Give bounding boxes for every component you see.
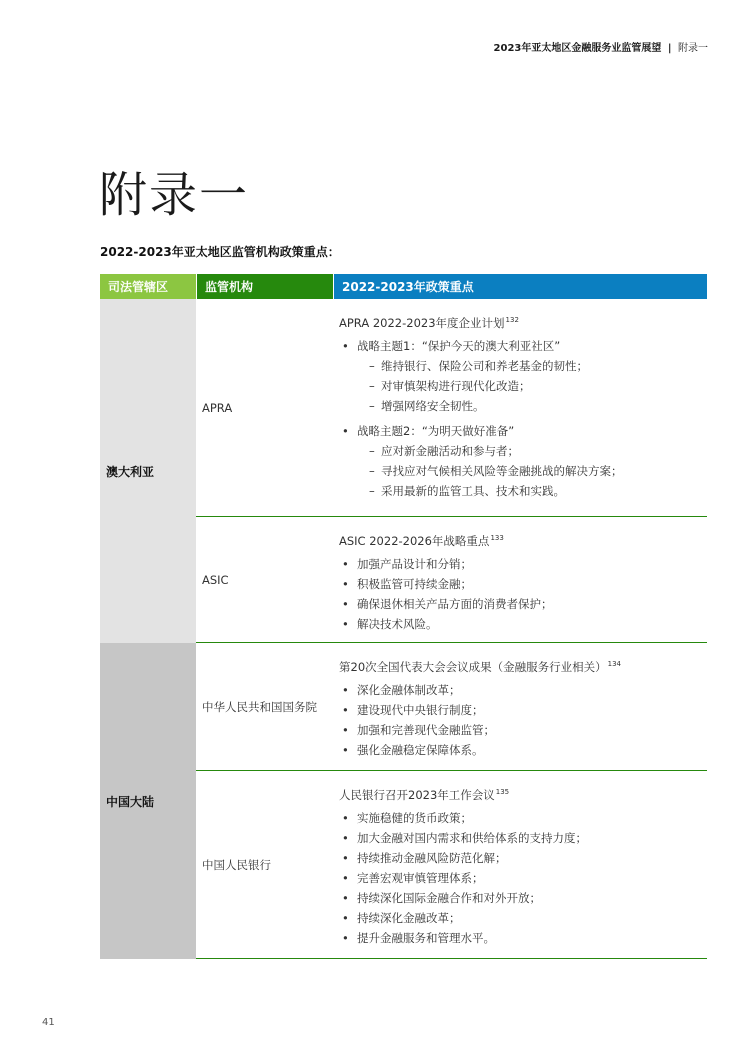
sub-item: – 应对新金融活动和参与者；	[339, 441, 703, 461]
bullet-icon: •	[342, 683, 349, 697]
bullet-icon: •	[342, 811, 349, 825]
bullet-icon: •	[342, 424, 349, 438]
table-row-apra	[196, 299, 707, 517]
bullet-icon: •	[342, 597, 349, 611]
policy-title: 第20次全国代表大会会议成果（金融服务行业相关）$^{134}$	[339, 660, 622, 674]
header-policy-focus: 2022-2023年政策重点	[333, 274, 707, 299]
policy-cell	[333, 299, 707, 516]
list-item: • 加强和完善现代金融监管；	[339, 720, 703, 740]
footnote-ref: 135	[495, 788, 510, 796]
policy-title: APRA 2022-2023年度企业计划$^{132}$	[339, 316, 519, 330]
dash-icon: –	[369, 379, 375, 393]
running-header	[494, 39, 708, 54]
list-item: • 加大金融对国内需求和供给体系的支持力度；	[339, 828, 703, 848]
agency-name: ASIC	[202, 572, 229, 587]
region-mainland-china	[100, 643, 707, 959]
footnote-ref: 133	[490, 534, 504, 542]
section-name: 附录一	[678, 43, 708, 54]
list-item: • 加强产品设计和分销；	[339, 554, 703, 574]
list-item: • 积极监管可持续金融；	[339, 574, 703, 594]
bullet-icon: •	[342, 557, 349, 571]
bullet-icon: •	[342, 831, 349, 845]
agency-name: 中华人民共和国国务院	[202, 699, 317, 714]
bullet-icon: •	[342, 339, 349, 353]
table-row-pboc	[196, 771, 707, 959]
dash-icon: –	[369, 484, 375, 498]
policy-title: 人民银行召开2023年工作会议$^{135}$	[339, 788, 510, 802]
list-item: • 完善宏观审慎管理体系；	[339, 868, 703, 888]
policy-cell	[333, 771, 707, 958]
sub-item: – 寻找应对气候相关风险等金融挑战的解决方案；	[339, 461, 703, 481]
region-name: 澳大利亚	[100, 299, 196, 643]
policy-title: ASIC 2022-2026年战略重点$^{133}$	[339, 534, 504, 548]
policy-cell	[333, 517, 707, 642]
header-regulator: 监管机构	[196, 274, 333, 299]
dash-icon: –	[369, 464, 375, 478]
table-row-asic	[196, 517, 707, 643]
bullet-icon: •	[342, 723, 349, 737]
list-item: • 解决技术风险。	[339, 614, 703, 634]
table-caption: 2022-2023年亚太地区监管机构政策重点：	[100, 245, 340, 259]
bullet-icon: •	[342, 617, 349, 631]
theme-item: • 战略主题1：“保护今天的澳大利亚社区”	[339, 336, 703, 356]
sub-item: – 维持银行、保险公司和养老基金的韧性；	[339, 356, 703, 376]
list-item: • 建设现代中央银行制度；	[339, 700, 703, 720]
dash-icon: –	[369, 444, 375, 458]
list-item: • 提升金融服务和管理水平。	[339, 928, 703, 948]
footnote-ref: 132	[505, 316, 519, 324]
sub-item: – 对审慎架构进行现代化改造；	[339, 376, 703, 396]
region-name: 中国大陆	[100, 643, 196, 959]
table-header-row	[100, 274, 707, 299]
table-row-state-council	[196, 643, 707, 771]
list-item: • 持续深化金融改革；	[339, 908, 703, 928]
list-item: • 持续深化国际金融合作和对外开放；	[339, 888, 703, 908]
dash-icon: –	[369, 359, 375, 373]
bullet-icon: •	[342, 577, 349, 591]
bullet-icon: •	[342, 931, 349, 945]
bullet-icon: •	[342, 911, 349, 925]
agency-name: APRA	[202, 400, 233, 415]
dash-icon: –	[369, 399, 375, 413]
theme-item: • 战略主题2：“为明天做好准备”	[339, 421, 703, 441]
footnote-ref: 134	[607, 660, 622, 668]
policy-cell	[333, 643, 707, 770]
report-title: 2023年亚太地区金融服务业监管展望	[493, 43, 662, 54]
page-number: 41	[42, 1017, 55, 1028]
bullet-icon: •	[342, 891, 349, 905]
header-separator: |	[667, 43, 672, 54]
agency-name: 中国人民银行	[202, 857, 271, 872]
bullet-icon: •	[342, 703, 349, 717]
header-jurisdiction: 司法管辖区	[100, 274, 196, 299]
sub-item: – 采用最新的监管工具、技术和实践。	[339, 481, 703, 501]
list-item: • 确保退休相关产品方面的消费者保护；	[339, 594, 703, 614]
bullet-icon: •	[342, 743, 349, 757]
sub-item: – 增强网络安全韧性。	[339, 396, 703, 416]
policy-table	[100, 274, 707, 959]
list-item: • 持续推动金融风险防范化解；	[339, 848, 703, 868]
list-item: • 实施稳健的货币政策；	[339, 808, 703, 828]
bullet-icon: •	[342, 851, 349, 865]
region-australia	[100, 299, 707, 643]
bullet-icon: •	[342, 871, 349, 885]
list-item: • 强化金融稳定保障体系。	[339, 740, 703, 760]
list-item: • 深化金融体制改革；	[339, 680, 703, 700]
page-title: 附录一	[99, 167, 250, 223]
